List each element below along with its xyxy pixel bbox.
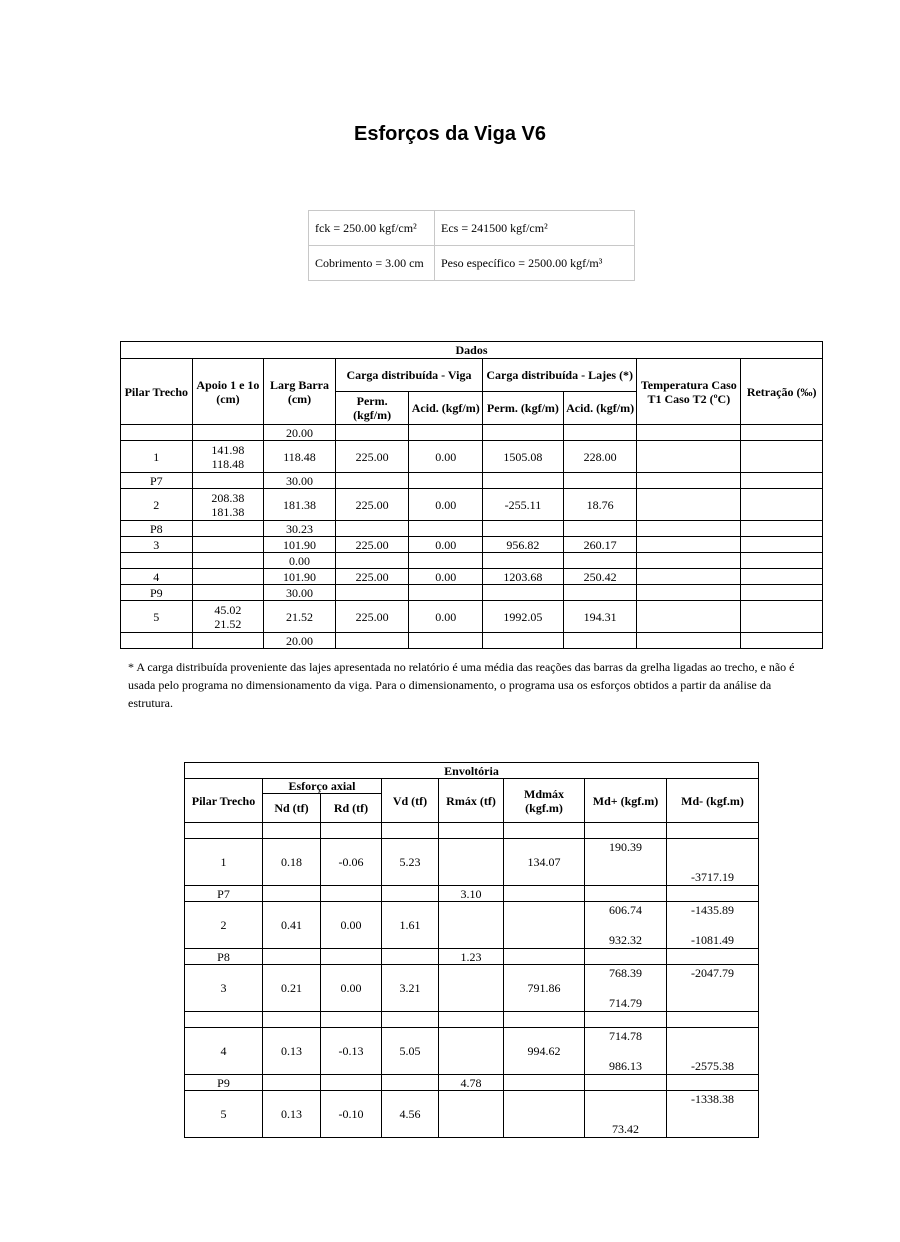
apoio-value-1: 45.02 — [214, 602, 242, 617]
cell-pilar: 2 — [121, 489, 193, 521]
cell-apoio — [192, 537, 264, 553]
cell-md-neg — [667, 965, 759, 1012]
cell-perm-viga: 225.00 — [335, 441, 409, 473]
cell-pilar: P8 — [121, 521, 193, 537]
cell-temperatura — [637, 441, 741, 473]
cell-rd: -0.10 — [321, 1091, 382, 1138]
cell-md-pos-top: 606.74 — [609, 903, 642, 917]
header-rmax: Rmáx (tf) — [439, 779, 504, 823]
cell-rd — [321, 949, 382, 965]
footnote: * A carga distribuída proveniente das lajes apresentada no relatório é uma média das reações das barras da grelha ligadas ao trecho, e não é usada pelo programa no dimensionamento da viga. Para o dimensionamento, o programa usa os esforços obtidos a partir da análise da estrutura. — [128, 660, 795, 710]
table-row — [121, 473, 823, 489]
cell-mdmax: 134.07 — [504, 839, 585, 886]
cell-pilar: 3 — [185, 965, 263, 1012]
parameters-table — [308, 210, 635, 281]
header-acid-viga: Acid. (kgf/m) — [409, 392, 483, 425]
cell-md-pos — [585, 1075, 667, 1091]
parameters-row — [309, 211, 635, 246]
cell-larg: 0.00 — [264, 553, 336, 569]
cell-nd — [263, 1075, 321, 1091]
cell-larg: 101.90 — [264, 537, 336, 553]
cell-perm-lajes — [483, 473, 564, 489]
cell-acid-lajes — [563, 521, 637, 537]
cell-md-neg-top: -2047.79 — [691, 966, 734, 980]
cell-pilar: P9 — [121, 585, 193, 601]
cell-larg: 118.48 — [264, 441, 336, 473]
header-carga-viga: Carga distribuída - Viga — [335, 359, 482, 392]
cell-perm-viga: 225.00 — [335, 569, 409, 585]
cell-acid-viga — [409, 553, 483, 569]
cell-md-neg — [667, 949, 759, 965]
cell-pilar: 4 — [185, 1028, 263, 1075]
cell-md-neg — [667, 1028, 759, 1075]
cell-rmax: 3.10 — [439, 886, 504, 902]
cell-acid-viga: 0.00 — [409, 537, 483, 553]
cell-vd — [382, 886, 439, 902]
cell-acid-lajes — [563, 553, 637, 569]
cell-md-pos — [585, 949, 667, 965]
cell-md-neg — [667, 886, 759, 902]
cell-md-pos-bottom: 932.32 — [609, 933, 642, 947]
cell-pilar: 5 — [185, 1091, 263, 1138]
table-row — [185, 886, 759, 902]
dados-table — [120, 341, 823, 649]
cell-md-neg-top: -1435.89 — [691, 903, 734, 917]
header-mdmax: Mdmáx (kgf.m) — [504, 779, 585, 823]
cell-nd — [263, 823, 321, 839]
cell-md-neg — [667, 1012, 759, 1028]
cell-nd: 0.21 — [263, 965, 321, 1012]
cell-pilar: 2 — [185, 902, 263, 949]
header-rd: Rd (tf) — [321, 794, 382, 823]
table-row — [121, 521, 823, 537]
cell-retracao — [741, 441, 823, 473]
cell-pilar: P9 — [185, 1075, 263, 1091]
cell-pilar — [185, 823, 263, 839]
cell-md-neg-bottom: -2575.38 — [691, 1059, 734, 1073]
cell-md-pos-top — [585, 1091, 666, 1107]
cell-perm-lajes: 956.82 — [483, 537, 564, 553]
cell-apoio — [192, 489, 264, 521]
cell-acid-lajes: 18.76 — [563, 489, 637, 521]
table-row — [121, 425, 823, 441]
dados-caption: Dados — [121, 342, 823, 359]
header-vd: Vd (tf) — [382, 779, 439, 823]
cell-larg: 20.00 — [264, 425, 336, 441]
cell-nd: 0.41 — [263, 902, 321, 949]
cell-apoio — [192, 441, 264, 473]
cell-temperatura — [637, 585, 741, 601]
cell-rmax — [439, 823, 504, 839]
cell-rmax — [439, 902, 504, 949]
cell-pilar: P7 — [185, 886, 263, 902]
cell-vd — [382, 823, 439, 839]
cell-apoio — [192, 601, 264, 633]
cell-retracao — [741, 569, 823, 585]
cell-md-pos — [585, 839, 667, 886]
cell-md-pos-bottom: 73.42 — [612, 1122, 639, 1136]
cell-rd: -0.06 — [321, 839, 382, 886]
cell-pilar — [185, 1012, 263, 1028]
cell-retracao — [741, 601, 823, 633]
table-row — [185, 902, 759, 949]
table-row — [185, 823, 759, 839]
cell-md-pos-top: 768.39 — [609, 966, 642, 980]
cell-acid-lajes: 260.17 — [563, 537, 637, 553]
cell-perm-lajes — [483, 553, 564, 569]
cell-pilar — [121, 633, 193, 649]
cell-acid-lajes — [563, 585, 637, 601]
cell-md-neg-bottom — [667, 995, 758, 1011]
cell-acid-viga — [409, 473, 483, 489]
header-md-pos: Md+ (kgf.m) — [585, 779, 667, 823]
cell-acid-viga — [409, 521, 483, 537]
cell-retracao — [741, 553, 823, 569]
cell-larg: 101.90 — [264, 569, 336, 585]
header-pilar: Pilar Trecho — [121, 359, 193, 425]
cell-mdmax — [504, 902, 585, 949]
cobrimento-value: Cobrimento = 3.00 cm — [309, 246, 435, 281]
cell-pilar — [121, 425, 193, 441]
header-retracao: Retração (‰) — [741, 359, 823, 425]
cell-vd: 3.21 — [382, 965, 439, 1012]
cell-mdmax — [504, 1012, 585, 1028]
cell-perm-lajes: -255.11 — [483, 489, 564, 521]
cell-retracao — [741, 585, 823, 601]
cell-apoio — [192, 633, 264, 649]
parameters-row — [309, 246, 635, 281]
envoltoria-table — [184, 762, 759, 1138]
cell-apoio — [192, 521, 264, 537]
cell-vd — [382, 1012, 439, 1028]
cell-acid-lajes: 228.00 — [563, 441, 637, 473]
cell-perm-viga — [335, 425, 409, 441]
cell-vd: 5.05 — [382, 1028, 439, 1075]
apoio-value-1: 141.98 — [211, 442, 245, 457]
cell-rmax: 4.78 — [439, 1075, 504, 1091]
cell-perm-viga — [335, 585, 409, 601]
cell-perm-lajes: 1505.08 — [483, 441, 564, 473]
cell-retracao — [741, 633, 823, 649]
header-pilar: Pilar Trecho — [185, 779, 263, 823]
cell-rmax — [439, 1028, 504, 1075]
cell-vd: 4.56 — [382, 1091, 439, 1138]
header-carga-lajes: Carga distribuída - Lajes (*) — [483, 359, 637, 392]
cell-md-pos — [585, 1091, 667, 1138]
cell-md-neg-bottom: -1081.49 — [691, 933, 734, 947]
cell-acid-viga — [409, 585, 483, 601]
cell-temperatura — [637, 425, 741, 441]
header-larg-barra: Larg Barra (cm) — [264, 359, 336, 425]
cell-md-neg-bottom: -3717.19 — [691, 870, 734, 884]
cell-md-pos-bottom: 714.79 — [609, 996, 642, 1010]
apoio-value-2: 118.48 — [211, 456, 245, 471]
cell-perm-lajes — [483, 633, 564, 649]
header-acid-lajes: Acid. (kgf/m) — [563, 392, 637, 425]
apoio-value-2: 181.38 — [211, 504, 245, 519]
cell-rd — [321, 886, 382, 902]
cell-vd — [382, 1075, 439, 1091]
cell-temperatura — [637, 537, 741, 553]
cell-retracao — [741, 425, 823, 441]
cell-md-pos-top: 714.78 — [609, 1029, 642, 1043]
cell-perm-viga — [335, 633, 409, 649]
table-row — [185, 965, 759, 1012]
apoio-value-2: 21.52 — [214, 616, 242, 631]
table-row — [121, 489, 823, 521]
table-row — [121, 585, 823, 601]
cell-perm-lajes — [483, 425, 564, 441]
header-nd: Nd (tf) — [263, 794, 321, 823]
cell-perm-lajes: 1203.68 — [483, 569, 564, 585]
cell-mdmax — [504, 886, 585, 902]
cell-acid-viga: 0.00 — [409, 489, 483, 521]
cell-temperatura — [637, 601, 741, 633]
cell-acid-lajes — [563, 473, 637, 489]
peso-especifico-value: Peso específico = 2500.00 kgf/m³ — [435, 246, 635, 281]
cell-nd — [263, 949, 321, 965]
cell-perm-lajes — [483, 585, 564, 601]
cell-mdmax — [504, 1075, 585, 1091]
cell-apoio — [192, 425, 264, 441]
cell-md-pos — [585, 1012, 667, 1028]
cell-rmax — [439, 1091, 504, 1138]
cell-md-neg — [667, 839, 759, 886]
cell-perm-lajes: 1992.05 — [483, 601, 564, 633]
table-row — [121, 633, 823, 649]
cell-rd — [321, 1012, 382, 1028]
cell-vd — [382, 949, 439, 965]
cell-pilar: P8 — [185, 949, 263, 965]
table-row — [185, 1028, 759, 1075]
cell-rd — [321, 823, 382, 839]
table-row — [185, 839, 759, 886]
header-perm-lajes: Perm. (kgf/m) — [483, 392, 564, 425]
table-row — [121, 601, 823, 633]
header-temperatura: Temperatura Caso T1 Caso T2 (ºC) — [637, 359, 741, 425]
cell-mdmax: 994.62 — [504, 1028, 585, 1075]
cell-rd: 0.00 — [321, 965, 382, 1012]
cell-rd: 0.00 — [321, 902, 382, 949]
cell-perm-lajes — [483, 521, 564, 537]
cell-perm-viga — [335, 521, 409, 537]
cell-perm-viga: 225.00 — [335, 489, 409, 521]
table-row — [121, 537, 823, 553]
cell-larg: 20.00 — [264, 633, 336, 649]
cell-md-pos-bottom: 986.13 — [609, 1059, 642, 1073]
cell-pilar: 3 — [121, 537, 193, 553]
cell-apoio — [192, 585, 264, 601]
cell-temperatura — [637, 489, 741, 521]
cell-md-neg-top — [667, 839, 758, 855]
cell-temperatura — [637, 633, 741, 649]
cell-nd — [263, 886, 321, 902]
cell-md-neg — [667, 1091, 759, 1138]
cell-larg: 30.00 — [264, 473, 336, 489]
cell-temperatura — [637, 521, 741, 537]
cell-md-pos-top: 190.39 — [609, 840, 642, 854]
table-row — [185, 949, 759, 965]
table-row — [121, 441, 823, 473]
cell-acid-lajes — [563, 425, 637, 441]
cell-pilar — [121, 553, 193, 569]
cell-pilar: 1 — [121, 441, 193, 473]
cell-rmax — [439, 839, 504, 886]
cell-mdmax — [504, 1091, 585, 1138]
header-esforco-axial: Esforço axial — [263, 779, 382, 794]
cell-rmax — [439, 965, 504, 1012]
cell-apoio — [192, 473, 264, 489]
cell-md-neg — [667, 823, 759, 839]
cell-acid-lajes: 194.31 — [563, 601, 637, 633]
fck-value: fck = 250.00 kgf/cm² — [309, 211, 435, 246]
cell-perm-viga — [335, 473, 409, 489]
table-row — [185, 1075, 759, 1091]
cell-temperatura — [637, 473, 741, 489]
cell-md-neg — [667, 902, 759, 949]
cell-temperatura — [637, 569, 741, 585]
cell-acid-viga — [409, 633, 483, 649]
cell-mdmax — [504, 949, 585, 965]
cell-retracao — [741, 521, 823, 537]
cell-acid-viga: 0.00 — [409, 601, 483, 633]
cell-pilar: 4 — [121, 569, 193, 585]
cell-vd: 5.23 — [382, 839, 439, 886]
table-row — [185, 1091, 759, 1138]
cell-md-neg-bottom — [667, 1121, 758, 1137]
cell-larg: 30.00 — [264, 585, 336, 601]
cell-acid-viga: 0.00 — [409, 441, 483, 473]
cell-pilar: 1 — [185, 839, 263, 886]
cell-apoio — [192, 553, 264, 569]
cell-nd: 0.13 — [263, 1028, 321, 1075]
cell-md-pos — [585, 1028, 667, 1075]
cell-retracao — [741, 537, 823, 553]
cell-md-pos-bottom — [585, 869, 666, 885]
cell-nd: 0.13 — [263, 1091, 321, 1138]
table-row — [185, 1012, 759, 1028]
cell-nd — [263, 1012, 321, 1028]
cell-larg: 21.52 — [264, 601, 336, 633]
ecs-value: Ecs = 241500 kgf/cm² — [435, 211, 635, 246]
cell-temperatura — [637, 553, 741, 569]
table-row — [121, 553, 823, 569]
cell-md-pos — [585, 886, 667, 902]
cell-larg: 30.23 — [264, 521, 336, 537]
cell-acid-lajes — [563, 633, 637, 649]
cell-rmax: 1.23 — [439, 949, 504, 965]
cell-pilar: P7 — [121, 473, 193, 489]
cell-rmax — [439, 1012, 504, 1028]
page-title: Esforços da Viga V6 — [354, 123, 546, 145]
cell-perm-viga: 225.00 — [335, 601, 409, 633]
cell-md-neg-top: -1338.38 — [691, 1092, 734, 1106]
envoltoria-caption: Envoltória — [185, 763, 759, 779]
cell-md-neg-top — [667, 1028, 758, 1044]
cell-retracao — [741, 473, 823, 489]
header-apoio: Apoio 1 e 1o (cm) — [192, 359, 264, 425]
cell-acid-viga — [409, 425, 483, 441]
header-perm-viga: Perm. (kgf/m) — [335, 392, 409, 425]
cell-mdmax: 791.86 — [504, 965, 585, 1012]
cell-md-pos — [585, 965, 667, 1012]
cell-mdmax — [504, 823, 585, 839]
cell-md-neg — [667, 1075, 759, 1091]
cell-md-pos — [585, 902, 667, 949]
header-md-neg: Md- (kgf.m) — [667, 779, 759, 823]
cell-retracao — [741, 489, 823, 521]
table-row — [121, 569, 823, 585]
cell-acid-lajes: 250.42 — [563, 569, 637, 585]
cell-rd — [321, 1075, 382, 1091]
cell-nd: 0.18 — [263, 839, 321, 886]
cell-pilar: 5 — [121, 601, 193, 633]
cell-apoio — [192, 569, 264, 585]
cell-perm-viga: 225.00 — [335, 537, 409, 553]
cell-rd: -0.13 — [321, 1028, 382, 1075]
cell-larg: 181.38 — [264, 489, 336, 521]
cell-perm-viga — [335, 553, 409, 569]
cell-md-pos — [585, 823, 667, 839]
cell-vd: 1.61 — [382, 902, 439, 949]
cell-acid-viga: 0.00 — [409, 569, 483, 585]
apoio-value-1: 208.38 — [211, 490, 245, 505]
